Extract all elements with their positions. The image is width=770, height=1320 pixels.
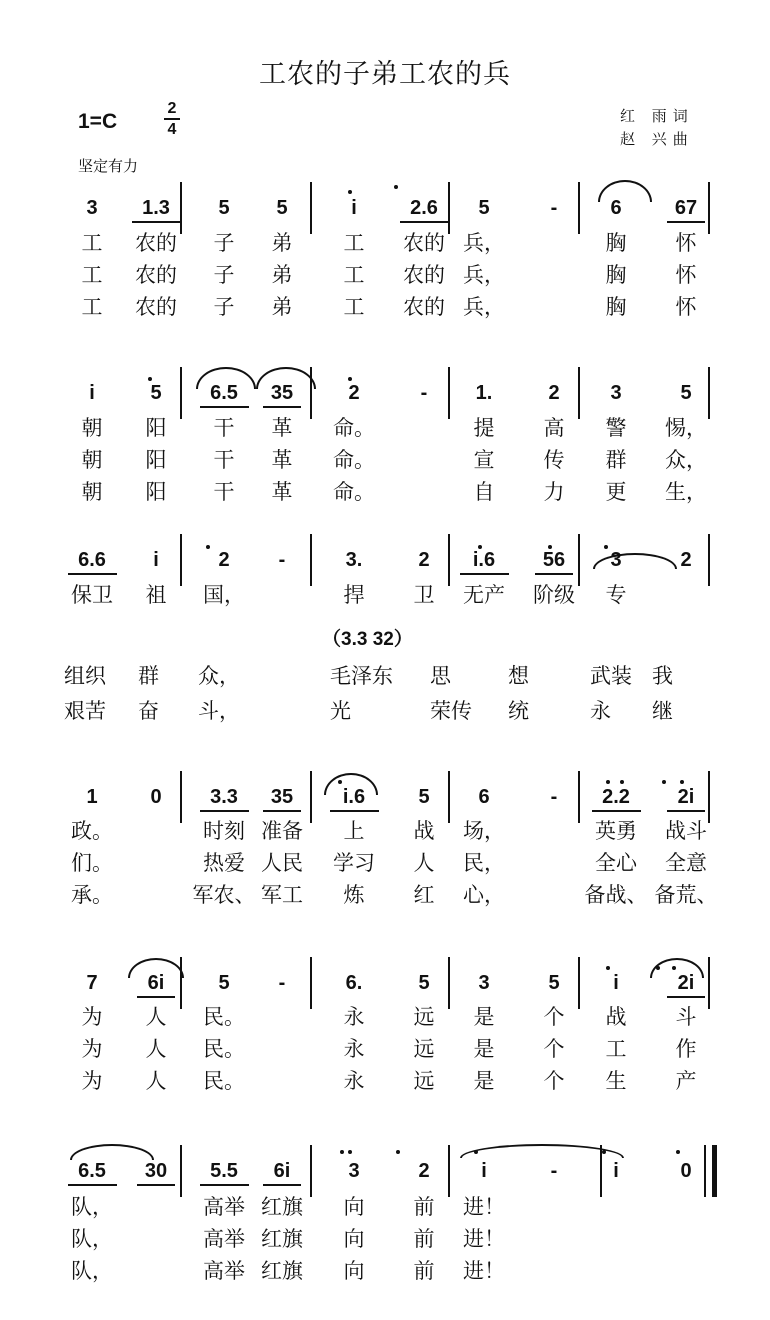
final-barline [712, 1145, 717, 1197]
lyric-syllable: 兵， [463, 295, 505, 319]
lyric-syllable: 进！ [463, 1227, 505, 1251]
note: i [613, 972, 619, 994]
note: 35 [270, 382, 294, 404]
octave-dot [620, 780, 624, 784]
lyric-syllable: 传 [543, 448, 565, 472]
lyric-syllable: 朝 [81, 480, 103, 504]
lyric-syllable: 武装 [590, 664, 632, 688]
beam-underline [330, 810, 379, 812]
beam-underline [68, 1184, 117, 1186]
lyric-syllable: 全心 [595, 851, 637, 875]
lyric-syllable: 更 [605, 480, 627, 504]
beam-underline [137, 1184, 175, 1186]
lyric-syllable: 兵， [463, 231, 505, 255]
note: 3. [345, 549, 363, 571]
beam-underline [263, 1184, 301, 1186]
octave-dot [548, 545, 552, 549]
lyric-syllable: 场， [463, 819, 505, 843]
lyric-syllable: 专 [605, 583, 627, 607]
lyric-syllable: 朝 [81, 416, 103, 440]
lyric-syllable: 民。 [203, 1037, 245, 1061]
note: 0 [680, 1160, 692, 1182]
barline [578, 182, 580, 234]
note: - [420, 382, 428, 404]
lyric-syllable: 提 [473, 416, 495, 440]
lyric-syllable: 阳 [145, 416, 167, 440]
lyric-syllable: 农的 [403, 231, 445, 255]
lyric-syllable: 作 [675, 1037, 697, 1061]
lyric-syllable: 农的 [403, 263, 445, 287]
octave-dot [340, 1150, 344, 1154]
lyric-syllable: 毛泽东 [330, 664, 393, 688]
note: 2 [548, 382, 560, 404]
note: 2 [348, 382, 360, 404]
lyric-syllable: 民。 [203, 1069, 245, 1093]
note: i.6 [342, 786, 366, 808]
time-signature-bottom: 4 [167, 121, 177, 138]
note: 2 [418, 1160, 430, 1182]
barline [180, 957, 182, 1009]
lyric-syllable: 兵， [463, 263, 505, 287]
lyric-syllable: 革 [271, 480, 293, 504]
lyric-syllable: 弟 [271, 231, 293, 255]
lyric-syllable: 工 [343, 295, 365, 319]
lyric-syllable: 永 [343, 1069, 365, 1093]
lyric-syllable: 胸 [605, 263, 627, 287]
note: 3 [86, 197, 98, 219]
note: 56 [542, 549, 566, 571]
lyric-syllable: 政。 [71, 819, 113, 843]
barline [448, 771, 450, 823]
note: 67 [674, 197, 698, 219]
lyric-syllable: 命。 [333, 416, 375, 440]
beam-underline [667, 810, 705, 812]
note: 2i [677, 972, 695, 994]
lyric-syllable: 保卫 [71, 583, 113, 607]
lyric-syllable: 准备 [261, 819, 303, 843]
lyric-syllable: 工 [605, 1037, 627, 1061]
octave-dot [348, 1150, 352, 1154]
lyric-syllable: 是 [473, 1037, 495, 1061]
lyric-syllable: 个 [543, 1069, 565, 1093]
beam-underline [592, 810, 641, 812]
octave-dot [348, 190, 352, 194]
lyric-syllable: 阳 [145, 480, 167, 504]
lyric-syllable: 工 [343, 231, 365, 255]
beam-underline [263, 406, 301, 408]
octave-dot [606, 966, 610, 970]
lyric-syllable: 人民 [261, 851, 303, 875]
lyric-syllable: 工 [81, 263, 103, 287]
lyric-syllable: 热爱 [203, 851, 245, 875]
lyric-syllable: 朝 [81, 448, 103, 472]
note: i [153, 549, 159, 571]
note: 5 [680, 382, 692, 404]
song-title: 工农的子弟工农的兵 [259, 59, 511, 90]
lyric-syllable: 个 [543, 1037, 565, 1061]
lyric-syllable: 军工 [261, 883, 303, 907]
lyric-syllable: 为 [81, 1037, 103, 1061]
note: - [550, 786, 558, 808]
lyric-syllable: 国， [203, 583, 245, 607]
note: 1.3 [142, 197, 170, 219]
lyric-syllable: 众， [665, 448, 707, 472]
barline [310, 957, 312, 1009]
note: 6i [147, 972, 165, 994]
lyric-syllable: 命。 [333, 448, 375, 472]
lyric-syllable: 红旗 [261, 1195, 303, 1219]
lyric-syllable: 农的 [135, 263, 177, 287]
lyric-syllable: 永 [590, 699, 611, 723]
lyric-syllable: 卫 [413, 583, 435, 607]
barline [310, 182, 312, 234]
lyric-syllable: 人 [145, 1005, 167, 1029]
lyric-syllable: 备荒、 [654, 883, 718, 907]
lyric-syllable: 个 [543, 1005, 565, 1029]
lyric-syllable: 向 [343, 1259, 365, 1283]
lyric-syllable: 组织 [64, 664, 106, 688]
barline [180, 771, 182, 823]
note: 6 [478, 786, 490, 808]
note: 5 [276, 197, 288, 219]
lyric-syllable: 前 [413, 1195, 435, 1219]
octave-dot [206, 545, 210, 549]
beam-underline [132, 221, 181, 223]
barline [708, 534, 710, 586]
note: 3 [348, 1160, 360, 1182]
beam-underline [200, 810, 249, 812]
lyric-syllable: 祖 [145, 583, 167, 607]
lyric-syllable: 工 [81, 231, 103, 255]
beam-underline [137, 996, 175, 998]
lyric-syllable: 前 [413, 1227, 435, 1251]
lyric-syllable: 为 [81, 1005, 103, 1029]
lyric-syllable: 干 [213, 416, 235, 440]
lyric-syllable: 阶级 [533, 583, 575, 607]
beam-underline [535, 573, 573, 575]
note: i [89, 382, 95, 404]
note: 2 [680, 549, 692, 571]
octave-dot [148, 377, 152, 381]
note: 3.3 [210, 786, 238, 808]
octave-dot [338, 780, 342, 784]
lyric-syllable: 继 [652, 699, 673, 723]
note: - [550, 1160, 558, 1182]
lyric-syllable: 英勇 [595, 819, 637, 843]
beam-underline [200, 406, 249, 408]
slur-mark [70, 1144, 154, 1160]
lyric-syllable: 人 [413, 851, 435, 875]
lyric-syllable: 群 [138, 664, 159, 688]
slur-mark [324, 773, 378, 795]
lyric-syllable: 生， [665, 480, 707, 504]
beam-underline [460, 573, 509, 575]
octave-dot [348, 377, 352, 381]
octave-dot [676, 1150, 680, 1154]
barline [180, 182, 182, 234]
lyric-syllable: 学习 [333, 851, 375, 875]
lyric-syllable: 农的 [135, 295, 177, 319]
lyric-syllable: 红旗 [261, 1227, 303, 1251]
lyric-syllable: 怀 [675, 263, 697, 287]
lyric-syllable: 人 [145, 1069, 167, 1093]
beam-underline [263, 810, 301, 812]
lyric-syllable: 上 [343, 819, 365, 843]
slur-mark [598, 180, 652, 202]
lyric-syllable: 子 [213, 263, 235, 287]
note: 3 [478, 972, 490, 994]
barline [448, 957, 450, 1009]
key-signature: 1=C [78, 110, 118, 133]
lyric-syllable: 斗 [675, 1005, 697, 1029]
note: 6i [273, 1160, 291, 1182]
slur-mark [128, 958, 184, 978]
lyric-syllable: 产 [675, 1069, 697, 1093]
lyric-syllable: 工 [343, 263, 365, 287]
lyric-syllable: 高举 [203, 1227, 245, 1251]
note: i [613, 1160, 619, 1182]
note: 7 [86, 972, 98, 994]
lyric-syllable: 民。 [203, 1005, 245, 1029]
note: 5 [548, 972, 560, 994]
note: 6.5 [78, 1160, 106, 1182]
lyric-syllable: 警 [605, 416, 627, 440]
lyric-syllable: 远 [413, 1005, 435, 1029]
lyric-syllable: 炼 [343, 883, 365, 907]
note: - [550, 197, 558, 219]
lyric-syllable: 干 [213, 480, 235, 504]
lyric-syllable: 备战、 [584, 883, 648, 907]
note: 5 [418, 972, 430, 994]
lyric-syllable: 光 [330, 699, 351, 723]
note: 3 [610, 382, 622, 404]
tempo-marking: 坚定有力 [78, 157, 139, 175]
barline [310, 534, 312, 586]
barline [578, 957, 580, 1009]
octave-dot [602, 1150, 606, 1154]
note: - [278, 549, 286, 571]
barline [578, 771, 580, 823]
note: 5.5 [210, 1160, 238, 1182]
lyric-syllable: 进！ [463, 1195, 505, 1219]
note: i.6 [472, 549, 496, 571]
lyric-syllable: 子 [213, 295, 235, 319]
time-signature-line [164, 118, 180, 120]
octave-dot [662, 780, 666, 784]
barline [708, 182, 710, 234]
note: 5 [418, 786, 430, 808]
note: 2.2 [602, 786, 630, 808]
beam-underline [667, 221, 705, 223]
slur-mark [256, 367, 316, 389]
lyric-syllable: 干 [213, 448, 235, 472]
lyric-syllable: 时刻 [203, 819, 245, 843]
lyric-syllable: 宣 [473, 448, 495, 472]
octave-dot [474, 1150, 478, 1154]
lyric-syllable: 怀 [675, 231, 697, 255]
lyric-syllable: 战 [413, 819, 435, 843]
lyric-syllable: 战 [605, 1005, 627, 1029]
beam-underline [667, 996, 705, 998]
lyric-syllable: 队， [71, 1227, 113, 1251]
note: 30 [144, 1160, 168, 1182]
lyric-syllable: 战斗 [665, 819, 707, 843]
lyric-syllable: 为 [81, 1069, 103, 1093]
octave-dot [656, 966, 660, 970]
lyric-syllable: 弟 [271, 295, 293, 319]
barline [448, 534, 450, 586]
lyric-syllable: 远 [413, 1037, 435, 1061]
lyric-syllable: 人 [145, 1037, 167, 1061]
barline [578, 367, 580, 419]
note: 5 [150, 382, 162, 404]
beam-underline [200, 1184, 249, 1186]
lyric-syllable: 全意 [665, 851, 707, 875]
lyric-syllable: 红 [413, 883, 435, 907]
lyric-syllable: 队， [71, 1259, 113, 1283]
note: 6.6 [78, 549, 106, 571]
lyric-syllable: 永 [343, 1037, 365, 1061]
barline [180, 534, 182, 586]
note: 6 [610, 197, 622, 219]
beam-underline [400, 221, 449, 223]
slur-mark [196, 367, 256, 389]
octave-dot [394, 185, 398, 189]
lyric-syllable: 承。 [71, 883, 113, 907]
lyric-syllable: 是 [473, 1069, 495, 1093]
barline [180, 1145, 182, 1197]
lyric-syllable: 子 [213, 231, 235, 255]
time-signature-top: 2 [167, 100, 177, 117]
barline [310, 367, 312, 419]
note: 35 [270, 786, 294, 808]
octave-dot [396, 1150, 400, 1154]
lyric-syllable: 是 [473, 1005, 495, 1029]
note: 5 [218, 197, 230, 219]
note: 2.6 [410, 197, 438, 219]
composer-credit: 赵 兴曲 [620, 130, 694, 148]
lyric-syllable: 向 [343, 1195, 365, 1219]
lyric-syllable: 想 [508, 664, 529, 688]
lyric-syllable: 红旗 [261, 1259, 303, 1283]
lyric-syllable: 艰苦 [64, 699, 106, 723]
note: 3 [610, 549, 622, 571]
octave-dot [478, 545, 482, 549]
lyric-syllable: 统 [508, 699, 529, 723]
barline [704, 1145, 706, 1197]
lyric-syllable: 胸 [605, 231, 627, 255]
lyric-syllable: 群 [605, 448, 627, 472]
note: 5 [478, 197, 490, 219]
note: 1. [475, 382, 493, 404]
lyric-syllable: 自 [473, 480, 495, 504]
barline [708, 957, 710, 1009]
barline [448, 367, 450, 419]
octave-dot [672, 966, 676, 970]
lyric-syllable: 远 [413, 1069, 435, 1093]
octave-dot [604, 545, 608, 549]
note: 6.5 [210, 382, 238, 404]
lyric-syllable: 胸 [605, 295, 627, 319]
lyric-syllable: 工 [81, 295, 103, 319]
note: 2 [218, 549, 230, 571]
lyric-syllable: 革 [271, 448, 293, 472]
lyric-syllable: 向 [343, 1227, 365, 1251]
alternate-notes: （3.3 32） [322, 629, 413, 650]
lyric-syllable: 前 [413, 1259, 435, 1283]
lyric-syllable: 荣传 [430, 699, 472, 723]
lyric-syllable: 农的 [403, 295, 445, 319]
note: i [351, 197, 357, 219]
lyric-syllable: 力 [543, 480, 565, 504]
barline [310, 1145, 312, 1197]
lyric-syllable: 我 [652, 664, 673, 688]
lyric-syllable: 斗， [198, 699, 240, 723]
lyric-syllable: 奋 [138, 699, 159, 723]
lyric-syllable: 高 [543, 416, 565, 440]
lyric-syllable: 众， [198, 664, 240, 688]
lyric-syllable: 心， [463, 883, 505, 907]
barline [708, 367, 710, 419]
note: i [481, 1160, 487, 1182]
octave-dot [680, 780, 684, 784]
lyric-syllable: 命。 [333, 480, 375, 504]
lyric-syllable: 怀 [675, 295, 697, 319]
barline [310, 771, 312, 823]
note: 0 [150, 786, 162, 808]
lyric-syllable: 无产 [463, 583, 505, 607]
barline [180, 367, 182, 419]
lyric-syllable: 们。 [71, 851, 113, 875]
time-signature [164, 100, 180, 138]
note: 2i [677, 786, 695, 808]
lyric-syllable: 阳 [145, 448, 167, 472]
lyric-syllable: 惕， [665, 416, 707, 440]
lyric-syllable: 捍 [343, 583, 365, 607]
lyric-syllable: 进！ [463, 1259, 505, 1283]
lyricist-credit: 红 雨词 [620, 107, 694, 125]
barline [578, 534, 580, 586]
lyric-syllable: 军农、 [192, 883, 256, 907]
lyric-syllable: 永 [343, 1005, 365, 1029]
lyric-syllable: 革 [271, 416, 293, 440]
lyric-syllable: 生 [605, 1069, 627, 1093]
note: - [278, 972, 286, 994]
beam-underline [68, 573, 117, 575]
barline [448, 1145, 450, 1197]
lyric-syllable: 队， [71, 1195, 113, 1219]
barline [708, 771, 710, 823]
note: 2 [418, 549, 430, 571]
lyric-syllable: 高举 [203, 1195, 245, 1219]
barline [448, 182, 450, 234]
lyric-syllable: 高举 [203, 1259, 245, 1283]
note: 1 [86, 786, 98, 808]
lyric-syllable: 农的 [135, 231, 177, 255]
lyric-syllable: 民， [463, 851, 505, 875]
lyric-syllable: 弟 [271, 263, 293, 287]
lyric-syllable: 思 [430, 664, 451, 688]
octave-dot [606, 780, 610, 784]
note: 5 [218, 972, 230, 994]
note: 6. [345, 972, 363, 994]
